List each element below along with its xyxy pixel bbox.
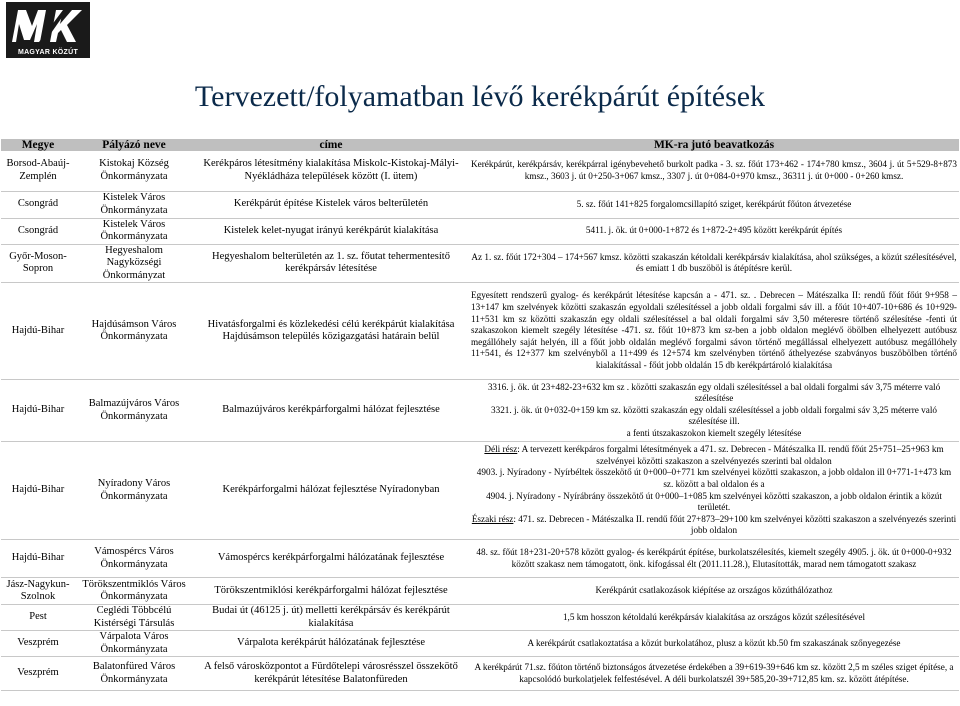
beavatkozas-line: a fenti útszakaszokon kiemelt szegély létesítése — [626, 427, 802, 438]
eszaki-resz-text: : 471. sz. Debrecen - Mátészalka II. rendű főút 27+873–29+100 km szelvényei közötti szakaszon a szelvényezés szerinti jobb oldalon — [513, 513, 957, 536]
cell-cime: Vámospércs kerékpárforgalmi hálózatának fejlesztése — [193, 540, 469, 578]
cell-cime: Hivatásforgalmi és közlekedési célú kerékpárút kialakítása Hajdúsámson település közigazgatási határain belül — [193, 283, 469, 380]
cell-cime: Kerékpáros létesítmény kialakítása Miskolc-Kistokaj-Mályi-Nyékládháza települések között (I. ütem) — [193, 151, 469, 191]
beavatkozas-line: 4904. j. Nyíradony - Nyírábrány összekötő út 0+000–1+085 km szelvényei közötti szakaszon, a jobb oldalon érintik a közút területét. — [486, 490, 942, 513]
cell-palyazo: Hegyeshalom Nagyközségi Önkormányzat — [75, 244, 193, 283]
cell-palyazo: Balatonfüred Város Önkormányzata — [75, 657, 193, 691]
cell-cime: Kerékpárforgalmi hálózat fejlesztése Nyíradonyban — [193, 442, 469, 540]
column-header-megye: Megye — [1, 139, 75, 151]
table-row — [1, 151, 959, 191]
table-row — [1, 244, 959, 283]
beavatkozas-line: 4903. j. Nyíradony - Nyírbéltek összekötő út 0+000–0+771 km szelvényei közötti szakaszon, a jobb oldalon ill 0+771-1+473 km sz. között a bal oldalon és a — [476, 467, 952, 489]
cell-megye: Hajdú-Bihar — [1, 540, 75, 578]
logo-caption: MAGYAR KÖZÚT — [17, 49, 79, 56]
cell-beavatkozas: 48. sz. főút 18+231-20+578 között gyalog- és kerékpárút építése, burkolatszélesítés, kiemelt szegély 4905. j. ök. út 0+000-0+932 között szakasz nem támogatott, önk. kifogással élt (2011.11.28.), Elutasították, marad nem támogatott szakasz — [469, 540, 959, 578]
projects-table — [1, 139, 959, 691]
table-row — [1, 578, 959, 605]
cell-cime: Kerékpárút építése Kistelek város belterületén — [193, 191, 469, 218]
cell-cime: Hegyeshalom belterületén az 1. sz. főutat tehermentesítő kerékpársáv létesítése — [193, 244, 469, 283]
cell-palyazo: Hajdúsámson Város Önkormányzata — [75, 283, 193, 380]
cell-cime: Kistelek kelet-nyugat irányú kerékpárút kialakítása — [193, 218, 469, 244]
cell-beavatkozas: Kerékpárút, kerékpársáv, kerékpárral igénybevehető burkolt padka - 3. sz. főút 173+462 - 174+780 kmsz., 3604 j. út 5+529-8+873 kmsz., 3603 j. út 0+250-3+067 kmsz., 3307 j. út 0+084-0+970 kmsz., 36311 j. út 0+000 - 0+260 kmsz. — [469, 151, 959, 191]
eszaki-resz-label: Északi rész — [471, 513, 514, 524]
cell-cime: Budai út (46125 j. út) melletti kerékpársáv és kerékpárút kialakítása — [193, 605, 469, 631]
cell-palyazo: Várpalota Város Önkormányzata — [75, 631, 193, 657]
cell-cime: Balmazújváros kerékpárforgalmi hálózat fejlesztése — [193, 380, 469, 442]
cell-megye: Csongrád — [1, 191, 75, 218]
page-title: Tervezett/folyamatban lévő kerékpárút építések — [194, 80, 766, 113]
cell-beavatkozas: A kerékpárút csatlakoztatása a közút burkolatához, plusz a közút kb.50 fm szakaszának szőnyegezése — [469, 631, 959, 657]
cell-palyazo: Nyíradony Város Önkormányzata — [75, 442, 193, 540]
table-header-row — [1, 139, 959, 151]
cell-palyazo: Kistokaj Község Önkormányzata — [75, 151, 193, 191]
cell-palyazo: Kistelek Város Önkormányzata — [75, 191, 193, 218]
beavatkozas-line — [471, 514, 957, 537]
cell-palyazo: Vámospércs Város Önkormányzata — [75, 540, 193, 578]
cell-beavatkozas: 5411. j. ök. út 0+000-1+872 és 1+872-2+495 között kerékpárút építés — [469, 218, 959, 244]
table-row — [1, 540, 959, 578]
cell-palyazo: Törökszentmiklós Város Önkormányzata — [75, 578, 193, 605]
cell-palyazo: Balmazújváros Város Önkormányzata — [75, 380, 193, 442]
mk-logo-mark — [6, 2, 90, 48]
table-row — [1, 380, 959, 442]
cell-cime: Várpalota kerékpárút hálózatának fejlesztése — [193, 631, 469, 657]
magyar-kozut-logo — [6, 2, 90, 58]
deli-resz-label: Déli rész — [484, 444, 518, 455]
column-header-cime: címe — [193, 139, 469, 151]
table-row — [1, 631, 959, 657]
column-header-beavatkozas: MK-ra jutó beavatkozás — [469, 139, 959, 151]
cell-megye: Jász-Nagykun-Szolnok — [1, 578, 75, 605]
cell-megye: Pest — [1, 605, 75, 631]
cell-megye: Veszprém — [1, 631, 75, 657]
beavatkozas-line — [471, 444, 957, 467]
cell-megye: Hajdú-Bihar — [1, 442, 75, 540]
cell-beavatkozas: 1,5 km hosszon kétoldalú kerékpársáv kialakítása az országos közút szélesítésével — [469, 605, 959, 631]
cell-beavatkozas: Az 1. sz. főút 172+304 – 174+567 kmsz. közötti szakaszán kétoldali kerékpársáv kialakítása, ahol szükséges, a közút szélesítésével, és emiatt 1 db buszöböl is átépítésre kerül. — [469, 244, 959, 283]
cell-megye: Győr-Moson-Sopron — [1, 244, 75, 283]
cell-cime: Törökszentmiklósi kerékpárforgalmi hálózat fejlesztése — [193, 578, 469, 605]
cell-beavatkozas — [469, 442, 959, 540]
cell-beavatkozas — [469, 380, 959, 442]
table-row — [1, 657, 959, 691]
cell-beavatkozas: Egyesített rendszerű gyalog- és kerékpárút létesítése kapcsán a - 471. sz. . Debrecen – Mátészalka II: rendű főút főút 9+958 – 13+147 km szelvények közötti szakaszán egyoldali szélesítéssel a jobb oldali forgalmi sáv ill. a főút 10+407-10+686 és 10+929-11+531 km sz közötti szakaszán egy oldali szélesítéssel a bal oldali forgalmi sáv 3,50 méteresre történő szélesítése -fenti út szakaszokon kiemelt szegély létesítése -471. sz. főút 10+873 km sz-ben a jobb oldalon meglévő öbölben elhelyezett autóbusz megállóhely saját helyén, ill a főút jobb oldalán meglévő forgalmi sávon történő megállással elhelyezett autóbusz megállóhely 11+541, és 12+377 km szelvényből a 11+499 és 12+574 km szelvényben történő áthelyezése szabványos buszöbölben történő kialakítással - főút jobb oldalán 15 db kerékpártároló kialakítása — [469, 283, 959, 380]
cell-beavatkozas: A kerékpárút 71.sz. főúton történő biztonságos átvezetése érdekében a 39+619-39+646 km sz. között 2,5 m széles sziget építése, a kapcsolódó burkolatjelek felfestésével. A déli burkolatszél 39+585,20-39+712,85 km. sz. között átépítése. — [469, 657, 959, 691]
deli-resz-text: : A tervezett kerékpáros forgalmi létesítmények a 471. sz. Debrecen - Mátészalka II. rendű főút 25+751–25+963 km szelvényei közötti szakaszon a szelvényezés szerinti bal oldalon — [517, 444, 944, 466]
cell-beavatkozas: Kerékpárút csatlakozások kiépítése az országos közúthálózathoz — [469, 578, 959, 605]
cell-megye: Hajdú-Bihar — [1, 380, 75, 442]
table-row — [1, 191, 959, 218]
cell-palyazo: Kistelek Város Önkormányzata — [75, 218, 193, 244]
cell-megye: Veszprém — [1, 657, 75, 691]
beavatkozas-line: 3316. j. ök. út 23+482-23+632 km sz . közötti szakaszán egy oldali szélesítéssel a bal oldali forgalmi sáv 3,75 méterre való szélesítése — [487, 381, 941, 404]
cell-beavatkozas: 5. sz. főút 141+825 forgalomcsillapító sziget, kerékpárút főúton átvezetése — [469, 191, 959, 218]
table-row — [1, 283, 959, 380]
cell-cime: A felső városközpontot a Fürdőtelepi városrésszel összekötő kerékpárút létesítése Balatonfüreden — [193, 657, 469, 691]
cell-megye: Borsod-Abaúj-Zemplén — [1, 151, 75, 191]
cell-palyazo: Ceglédi Többcélú Kistérségi Társulás — [75, 605, 193, 631]
table-row — [1, 605, 959, 631]
cell-megye: Csongrád — [1, 218, 75, 244]
column-header-palyazo: Pályázó neve — [75, 139, 193, 151]
table-row — [1, 442, 959, 540]
table-row — [1, 218, 959, 244]
beavatkozas-line: 3321. j. ök. út 0+032-0+159 km sz. közötti szakaszán egy oldali szélesítéssel a jobb oldali forgalmi sáv 3,25 méterre való szélesítése ill. — [491, 404, 937, 427]
cell-megye: Hajdú-Bihar — [1, 283, 75, 380]
